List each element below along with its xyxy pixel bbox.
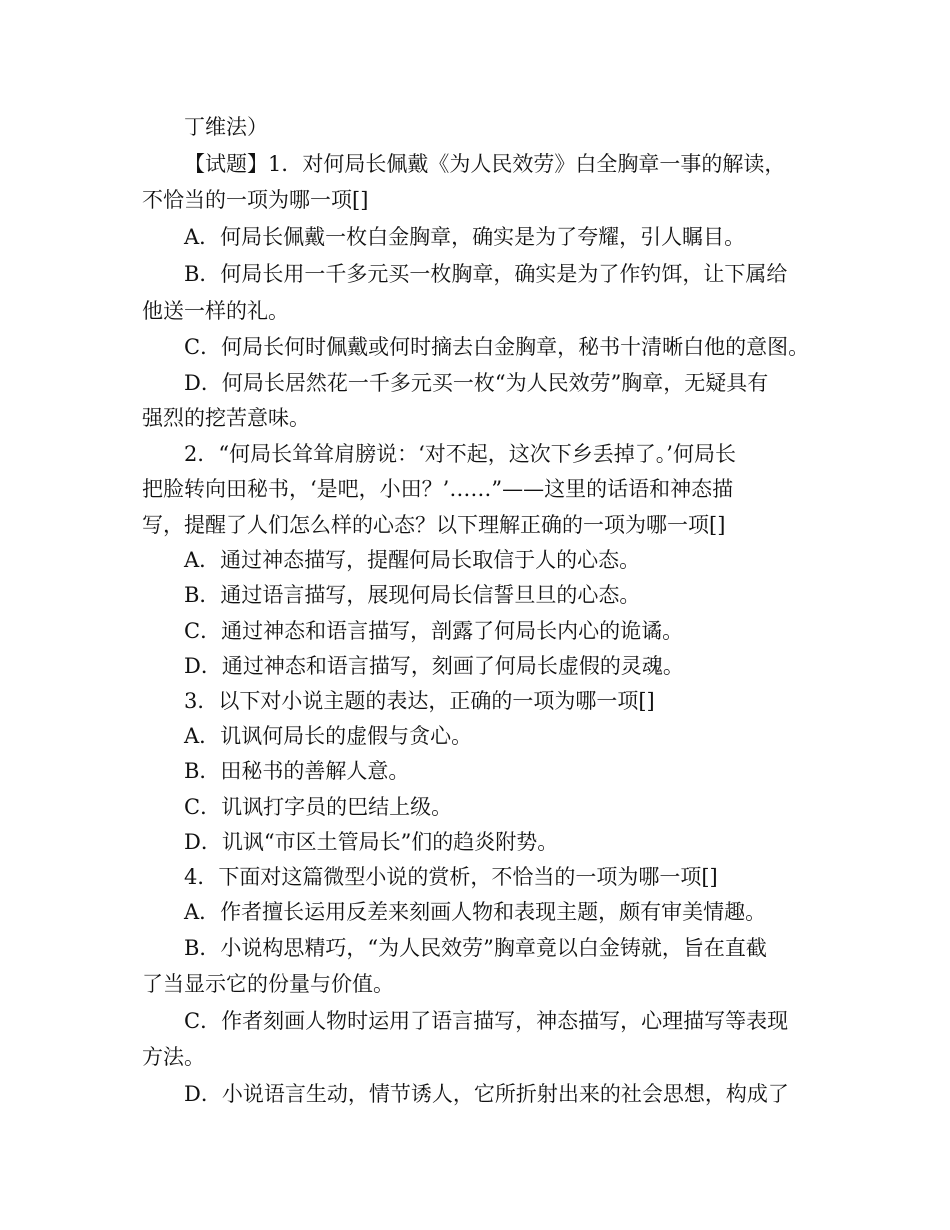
text-line: D．小说语言生动，情节诱人，它所折射出来的社会思想，构成了 — [184, 1082, 789, 1106]
text-line: 他送一样的礼。 — [142, 299, 289, 323]
text-line: 4．下面对这篇微型小说的赏析，不恰当的一项为哪一项[] — [184, 865, 718, 889]
text-line: C．讥讽打字员的巴结上级。 — [184, 795, 453, 819]
text-line: 不恰当的一项为哪一项[] — [142, 188, 369, 212]
text-line: 3．以下对小说主题的表达，正确的一项为哪一项[] — [184, 689, 655, 713]
text-line: A．何局长佩戴一枚白金胸章，确实是为了夸耀，引人瞩目。 — [184, 225, 746, 249]
text-line: 丁维法） — [184, 115, 268, 139]
text-line: 把脸转向田秘书，‘是吧，小田？’……”——这里的话语和神态描 — [142, 477, 734, 501]
text-line: 了当显示它的份量与价值。 — [142, 972, 394, 996]
text-line: D．通过神态和语言描写，刻画了何局长虚假的灵魂。 — [184, 654, 684, 678]
text-line: B．通过语言描写，展现何局长信誓旦旦的心态。 — [184, 583, 641, 607]
text-line: 2．“何局长耸耸肩膀说：‘对不起，这次下乡丢掉了。’何局长 — [184, 442, 736, 466]
text-line: A．讥讽何局长的虚假与贪心。 — [184, 724, 473, 748]
text-line: C．通过神态和语言描写，剖露了何局长内心的诡谲。 — [184, 619, 684, 643]
text-line: 方法。 — [142, 1045, 205, 1069]
text-line: 强烈的挖苦意味。 — [142, 406, 310, 430]
text-line: B．田秘书的善解人意。 — [184, 759, 410, 783]
text-line: C．作者刻画人物时运用了语言描写，神态描写，心理描写等表现 — [184, 1009, 789, 1033]
text-line: 写，提醒了人们怎么样的心态？以下理解正确的一项为哪一项[] — [142, 513, 726, 537]
text-line: 【试题】1．对何局长佩戴《为人民效劳》白全胸章一事的解读， — [184, 152, 786, 176]
text-line: A．通过神态描写，提醒何局长取信于人的心态。 — [184, 548, 641, 572]
text-line: D．何局长居然花一千多元买一枚“为人民效劳”胸章，无疑具有 — [184, 371, 769, 395]
text-line: C．何局长何时佩戴或何时摘去白金胸章，秘书十清晰白他的意图。 — [184, 335, 810, 359]
text-line: A．作者擅长运用反差来刻画人物和表现主题，颇有审美情趣。 — [184, 900, 767, 924]
text-line: B．小说构思精巧，“为人民效劳”胸章竟以白金铸就，旨在直截 — [184, 936, 767, 960]
text-line: D．讥讽“市区土管局长”们的趋炎附势。 — [184, 830, 559, 854]
text-line: B．何局长用一千多元买一枚胸章，确实是为了作钓饵，让下属给 — [184, 262, 788, 286]
